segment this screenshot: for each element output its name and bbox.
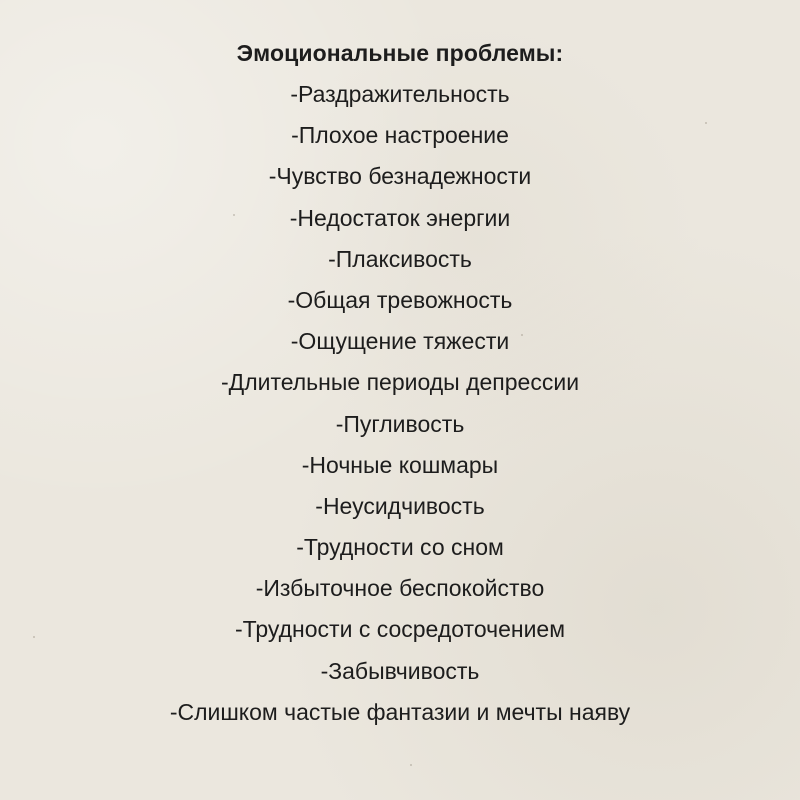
list-item: -Длительные периоды депрессии bbox=[220, 369, 580, 396]
list-item: -Плаксивость bbox=[328, 245, 472, 272]
list-item: -Избыточное беспокойство bbox=[255, 575, 545, 602]
list-item: -Ночные кошмары bbox=[301, 451, 499, 478]
list-item: -Чувство безнадежности bbox=[268, 163, 532, 190]
list-item: -Слишком частые фантазии и мечты наяву bbox=[169, 698, 631, 725]
emotional-problems-card bbox=[0, 33, 800, 733]
problems-list bbox=[0, 74, 800, 733]
list-item: -Забывчивость bbox=[320, 657, 480, 684]
page-title: Эмоциональные проблемы: bbox=[236, 40, 564, 66]
list-item: -Трудности со сном bbox=[296, 534, 504, 561]
list-item: -Общая тревожность bbox=[287, 286, 513, 313]
list-item: -Недостаток энергии bbox=[289, 204, 511, 231]
list-item: -Ощущение тяжести bbox=[290, 328, 510, 355]
list-item: -Раздражительность bbox=[290, 81, 510, 107]
paper-speck bbox=[410, 764, 412, 766]
list-item: -Плохое настроение bbox=[291, 122, 509, 149]
list-item: -Неусидчивость bbox=[315, 492, 485, 519]
list-item: -Пугливость bbox=[335, 410, 465, 437]
list-item: -Трудности с сосредоточением bbox=[234, 616, 566, 643]
